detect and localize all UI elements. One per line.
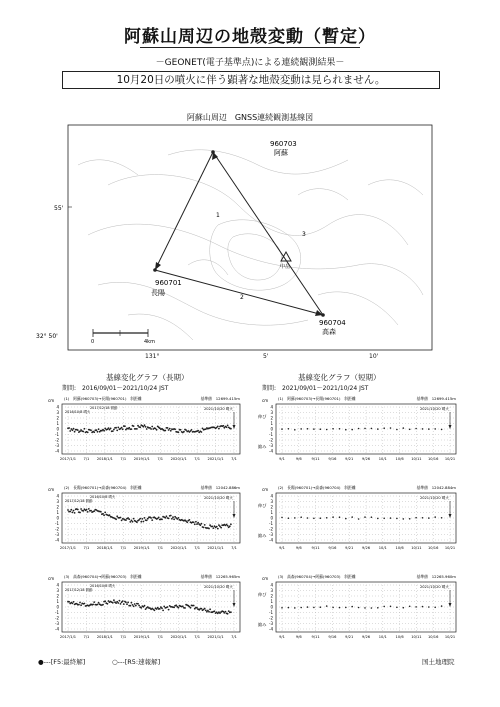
station-takamori-name: 高森 (322, 328, 336, 336)
y-tick-label: -1 (269, 432, 273, 437)
baseline-graph-title: (1) 阿蘇(960703)→長陽(960701) 斜距離 (278, 396, 356, 401)
eruption-annotation: 2021/10/20 噴火 (419, 585, 449, 589)
station-takamori-marker (321, 313, 325, 317)
x-tick-label: 9/26 (361, 635, 371, 639)
y-tick-label: 3 (270, 410, 273, 415)
x-tick-label: 7/1 (83, 546, 90, 550)
y-tick-label: -4 (55, 448, 59, 454)
x-tick-label: 9/11 (311, 635, 320, 639)
y-tick-label: -1 (269, 521, 273, 526)
contraction-label: 縮み (258, 622, 267, 627)
x-tick-label: 10/11 (411, 546, 422, 550)
scale-label-0: 0 (91, 339, 95, 345)
y-tick-label: -3 (269, 443, 273, 448)
y-tick-label: -3 (55, 621, 59, 626)
station-choyo-name: 長陽 (151, 289, 165, 297)
y-tick-label: 2 (270, 504, 273, 510)
y-tick-label: -2 (269, 615, 273, 621)
x-tick-label: 10/1 (378, 457, 387, 461)
x-tick-label: 2021/1/1 (207, 635, 224, 639)
y-tick-label: 2 (270, 415, 273, 421)
x-tick-label: 7/1 (157, 635, 164, 639)
y-tick-label: 1 (56, 510, 59, 515)
summit-label: 中岳 (280, 264, 291, 270)
station-aso-name: 阿蘇 (274, 149, 288, 157)
x-tick-label: 9/16 (328, 457, 337, 461)
y-tick-label: 1 (56, 421, 59, 426)
baseline-graph-title: (2) 長陽(960701)→高森(960704) 斜距離 (278, 485, 356, 490)
y-tick-label: -1 (55, 432, 59, 437)
eruption-annotation: 2021/10/20 噴火 (419, 496, 449, 500)
long-term-graph-1 (38, 392, 248, 468)
y-tick-label: -2 (55, 437, 59, 443)
long-term-period: 期間: 2016/09/01～2021/10/24 JST (62, 385, 169, 392)
y-tick-label: 4 (56, 582, 59, 588)
x-tick-label: 9/6 (295, 546, 302, 550)
y-tick-label: -4 (269, 537, 273, 543)
y-unit-label: cm (48, 576, 55, 581)
x-tick-label: 10/6 (395, 546, 404, 550)
short-term-graph-1 (252, 392, 464, 468)
baseline-graph-title: (3) 高森(960704)→阿蘇(960703) 斜距離 (64, 574, 142, 579)
x-tick-label: 10/16 (428, 457, 439, 461)
x-tick-label: 9/1 (279, 635, 285, 639)
event-annotation: 2017/12/18 微動 (90, 406, 118, 410)
x-tick-label: 2019/1/1 (133, 457, 150, 461)
y-tick-label: 4 (56, 404, 59, 410)
x-tick-label: 7/1 (194, 457, 201, 461)
x-tick-label: 2019/1/1 (133, 546, 150, 550)
x-tick-label: 7/1 (83, 635, 90, 639)
y-tick-label: 3 (270, 499, 273, 504)
x-tick-label: 9/6 (295, 635, 302, 639)
map-title: 阿蘇山周辺 GNSS連続観測基線図 (186, 113, 314, 122)
summary-note: 10月20日の噴火に伴う顕著な地殻変動は見られません。 (62, 71, 440, 89)
reference-value: 基準値 12699.415m (200, 396, 240, 401)
y-tick-label: -4 (55, 626, 59, 632)
reference-value: 基準値 12042.886m (200, 485, 240, 490)
y-tick-label: 2 (56, 593, 59, 599)
x-tick-label: 9/21 (345, 635, 354, 639)
y-tick-label: 1 (270, 421, 273, 426)
x-tick-label: 2018/1/1 (96, 635, 113, 639)
title-underline (140, 47, 360, 48)
y-tick-label: 2 (56, 415, 59, 421)
y-tick-label: 2 (56, 504, 59, 510)
x-tick-label: 2019/1/1 (133, 635, 150, 639)
x-tick-label: 9/16 (328, 635, 337, 639)
x-tick-label: 7/1 (120, 457, 127, 461)
scale-label-4km: 4km (144, 339, 155, 345)
y-tick-label: 1 (270, 510, 273, 515)
contraction-label: 縮み (258, 533, 267, 538)
eruption-annotation: 2021/10/20 噴火 (203, 585, 233, 589)
x-tick-label: 10/11 (411, 457, 422, 461)
x-tick-label: 9/21 (345, 546, 354, 550)
y-tick-label: 3 (56, 499, 59, 504)
y-tick-label: 0 (270, 426, 273, 432)
station-aso-id: 960703 (270, 140, 297, 148)
event-annotation: 2017/12/18 微動 (65, 588, 93, 592)
reference-value: 基準値 12042.884m (416, 485, 456, 490)
event-annotation: 2016/10/8 噴火 (90, 584, 116, 588)
y-tick-label: 0 (270, 515, 273, 521)
y-tick-label: 4 (270, 493, 273, 499)
legend-final-solution: ●---[F5:最終解] (38, 658, 86, 666)
baseline-label-3: 3 (302, 231, 306, 238)
y-unit-label: cm (262, 398, 269, 403)
x-tick-label: 2018/1/1 (96, 457, 113, 461)
station-choyo-marker (153, 268, 157, 272)
x-tick-label: 7/1 (157, 457, 164, 461)
y-tick-label: 1 (56, 599, 59, 604)
y-tick-label: 0 (56, 426, 59, 432)
x-tick-label: 7/1 (231, 635, 237, 639)
x-tick-label: 2017/1/1 (59, 635, 77, 639)
event-annotation: 2017/12/18 微動 (65, 499, 93, 503)
eruption-annotation: 2021/10/20 噴火 (203, 407, 233, 411)
baseline-label-2: 2 (240, 294, 244, 301)
y-tick-label: 1 (270, 599, 273, 604)
y-tick-label: -1 (269, 610, 273, 615)
x-tick-label: 9/11 (311, 457, 320, 461)
x-tick-label: 7/1 (120, 546, 127, 550)
short-term-heading: 基線変化グラフ（短期） (298, 373, 381, 382)
x-tick-label: 9/6 (295, 457, 302, 461)
x-tick-label: 9/11 (311, 546, 320, 550)
x-tick-label: 7/1 (231, 457, 237, 461)
reference-value: 基準値 12265.960m (416, 574, 456, 579)
y-tick-label: -4 (55, 537, 59, 543)
short-term-graph-2 (252, 481, 464, 557)
x-tick-label: 2020/1/1 (170, 457, 187, 461)
x-tick-label: 9/26 (361, 546, 371, 550)
legend-rapid-solution: ○---[R5:速報解] (112, 658, 161, 666)
contraction-label: 縮み (258, 444, 267, 449)
baseline-graph-title: (3) 高森(960704)→阿蘇(960703) 斜距離 (278, 574, 356, 579)
station-aso-marker (211, 150, 215, 154)
agency-name: 国土地理院 (422, 658, 455, 666)
x-tick-label: 10/6 (395, 457, 404, 461)
x-tick-label: 7/1 (194, 635, 201, 639)
reference-value: 基準値 12699.415m (416, 396, 456, 401)
y-tick-label: -3 (269, 621, 273, 626)
lon-label-10: 10' (369, 353, 379, 360)
x-tick-label: 10/1 (378, 546, 387, 550)
x-tick-label: 10/16 (428, 635, 439, 639)
extension-label: 伸び (258, 503, 267, 508)
x-tick-label: 9/1 (279, 546, 285, 550)
y-tick-label: 3 (270, 588, 273, 593)
y-tick-label: 3 (56, 410, 59, 415)
x-tick-label: 7/1 (120, 635, 127, 639)
y-tick-label: -2 (55, 526, 59, 532)
extension-label: 伸び (258, 414, 267, 419)
x-tick-label: 9/16 (328, 546, 337, 550)
eruption-annotation: 2021/10/20 噴火 (419, 407, 449, 411)
x-tick-label: 7/1 (83, 457, 90, 461)
baseline-map (36, 125, 432, 350)
x-tick-label: 7/1 (231, 546, 237, 550)
y-tick-label: -2 (269, 437, 273, 443)
eruption-annotation: 2021/10/20 噴火 (203, 496, 233, 500)
x-tick-label: 10/21 (444, 635, 456, 639)
y-tick-label: -1 (55, 521, 59, 526)
y-tick-label: 4 (270, 582, 273, 588)
x-tick-label: 9/21 (345, 457, 354, 461)
long-term-graph-2 (38, 481, 248, 557)
station-choyo-id: 960701 (155, 279, 182, 287)
y-unit-label: cm (48, 398, 55, 403)
y-tick-label: 3 (56, 588, 59, 593)
event-annotation: 2016/10/8 噴火 (65, 410, 91, 414)
baseline-label-1: 1 (216, 212, 220, 219)
extension-label: 伸び (258, 592, 267, 597)
x-tick-label: 10/11 (411, 635, 422, 639)
x-tick-label: 2021/1/1 (207, 457, 224, 461)
x-tick-label: 10/21 (444, 457, 456, 461)
lat-label-55: 55' (54, 205, 64, 212)
lon-label-5: 5' (263, 353, 269, 360)
lon-label-131: 131° (145, 353, 160, 360)
baseline-graph-title: (1) 阿蘇(960703)→長陽(960701) 斜距離 (64, 396, 142, 401)
y-tick-label: -2 (269, 526, 273, 532)
y-tick-label: 4 (270, 404, 273, 410)
x-tick-label: 2017/1/1 (59, 457, 77, 461)
reference-value: 基準値 12265.965m (200, 574, 240, 579)
x-tick-label: 10/16 (428, 546, 439, 550)
x-tick-label: 2021/1/1 (207, 546, 224, 550)
y-tick-label: -3 (55, 532, 59, 537)
y-tick-label: -4 (269, 626, 273, 632)
y-tick-label: 0 (270, 604, 273, 610)
short-term-graph-3 (252, 570, 464, 646)
long-term-heading: 基線変化グラフ（長期） (106, 373, 189, 382)
x-tick-label: 9/1 (279, 457, 285, 461)
baseline-graph-title: (2) 長陽(960701)→高森(960704) 斜距離 (64, 485, 142, 490)
x-tick-label: 10/21 (444, 546, 456, 550)
y-tick-label: -1 (55, 610, 59, 615)
y-unit-label: cm (48, 487, 55, 492)
x-tick-label: 7/1 (157, 546, 164, 550)
short-term-period: 期間: 2021/09/01～2021/10/24 JST (262, 385, 369, 392)
x-tick-label: 10/1 (378, 635, 387, 639)
station-takamori-id: 960704 (319, 319, 346, 327)
long-term-graph-3 (38, 570, 248, 646)
y-unit-label: cm (262, 576, 269, 581)
y-tick-label: 0 (56, 604, 59, 610)
y-unit-label: cm (262, 487, 269, 492)
lat-label-32-50: 32° 50' (36, 333, 58, 340)
y-tick-label: 4 (56, 493, 59, 499)
page-title: 阿蘇山周辺の地殻変動（暫定） (124, 27, 376, 47)
x-tick-label: 9/26 (361, 457, 371, 461)
y-tick-label: -4 (269, 448, 273, 454)
y-tick-label: -3 (269, 532, 273, 537)
x-tick-label: 10/6 (395, 635, 404, 639)
event-annotation: 2016/10/8 噴火 (90, 495, 116, 499)
y-tick-label: -2 (55, 615, 59, 621)
page-subtitle: －GEONET(電子基準点)による連続観測結果－ (155, 58, 345, 68)
x-tick-label: 7/1 (194, 546, 201, 550)
x-tick-label: 2020/1/1 (170, 635, 187, 639)
y-tick-label: 0 (56, 515, 59, 521)
x-tick-label: 2018/1/1 (96, 546, 113, 550)
y-tick-label: 2 (270, 593, 273, 599)
x-tick-label: 2020/1/1 (170, 546, 187, 550)
y-tick-label: -3 (55, 443, 59, 448)
x-tick-label: 2017/1/1 (59, 546, 77, 550)
